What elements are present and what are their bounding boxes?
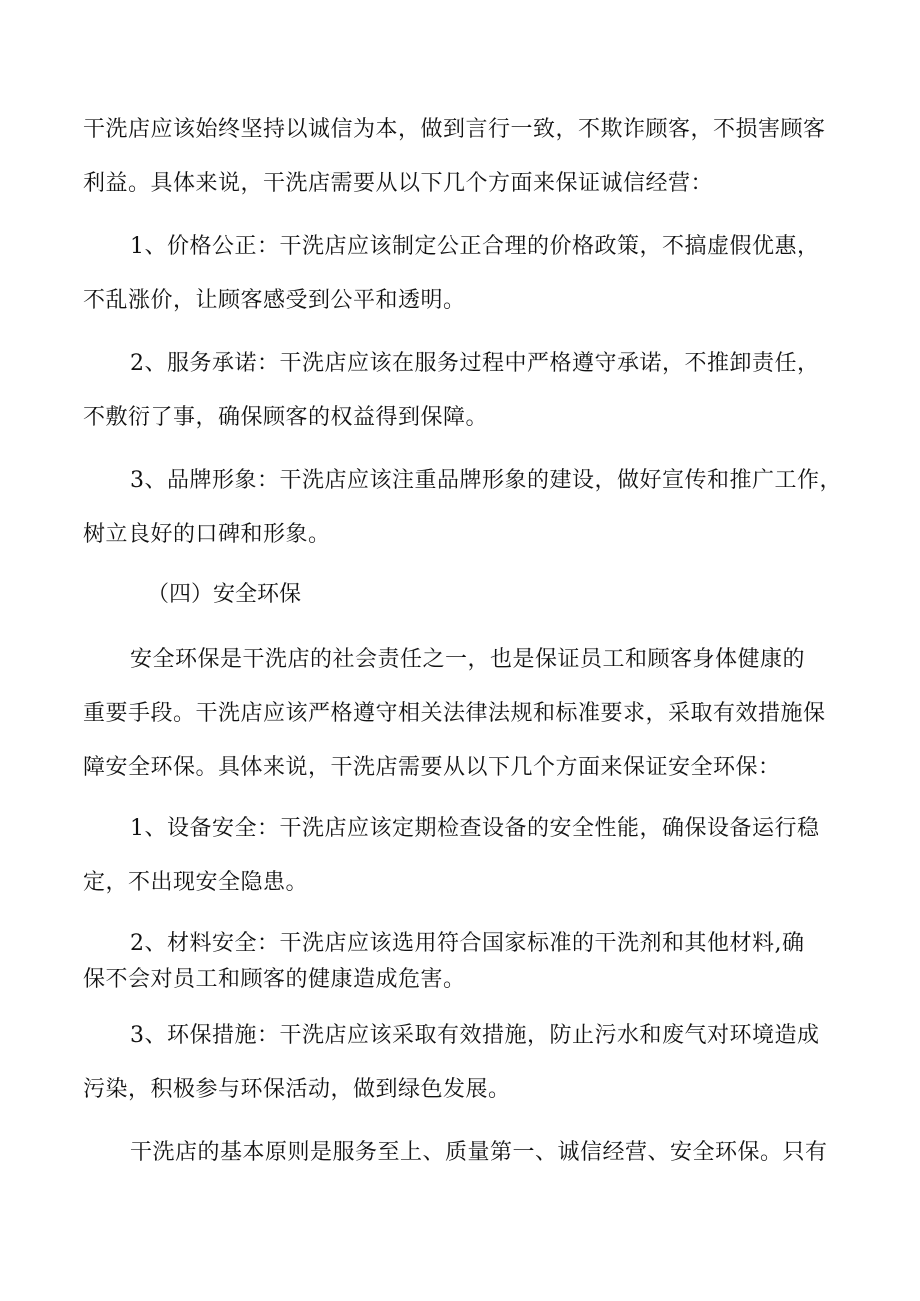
text-line: 3、环保措施：干洗店应该采取有效措施，防止污水和废气对环境造成 (130, 1023, 820, 1048)
text-line: 不乱涨价，让顾客感受到公平和透明。 (83, 288, 466, 313)
text-line: 2、服务承诺：干洗店应该在服务过程中严格遵守承诺，不推卸责任， (130, 351, 820, 376)
paragraph-material-safety (83, 926, 853, 998)
paragraph-basic-principles (83, 1126, 853, 1180)
text-line: 2、材料安全：干洗店应该选用符合国家标准的干洗剂和其他材料,确 (130, 931, 805, 956)
paragraph-equipment-safety (83, 802, 853, 910)
text-line: 干洗店应该始终坚持以诚信为本，做到言行一致，不欺诈顾客，不损害顾客 (83, 117, 826, 142)
text-line: 利益。具体来说，干洗店需要从以下几个方面来保证诚信经营： (83, 171, 714, 196)
paragraph-brand-image (83, 454, 853, 562)
paragraph-integrity-intro (83, 103, 853, 211)
text-line: 定，不出现安全隐患。 (83, 870, 309, 895)
text-line: 树立良好的口碑和形象。 (83, 522, 331, 547)
text-line: 干洗店的基本原则是服务至上、质量第一、诚信经营、安全环保。只有 (130, 1140, 828, 1165)
text-line: 障安全环保。具体来说，干洗店需要从以下几个方面来保证安全环保： (83, 755, 781, 780)
text-line: 1、价格公正：干洗店应该制定公正合理的价格政策，不搞虚假优惠， (130, 234, 820, 259)
paragraph-environmental-measures (83, 1009, 853, 1117)
paragraph-service-promise (83, 337, 853, 445)
paragraph-price-fairness (83, 220, 853, 328)
section-heading: （四）安全环保 (147, 582, 302, 607)
text-line: 重要手段。干洗店应该严格遵守相关法律法规和标准要求，采取有效措施保 (83, 701, 826, 726)
text-line: 不敷衍了事，确保顾客的权益得到保障。 (83, 405, 489, 430)
text-line: 保不会对员工和顾客的健康造成危害。 (83, 967, 466, 992)
paragraph-safety-intro (83, 633, 853, 795)
text-line: 3、品牌形象：干洗店应该注重品牌形象的建设，做好宣传和推广工作， (130, 468, 842, 493)
text-line: 污染，积极参与环保活动，做到绿色发展。 (83, 1077, 511, 1102)
text-line: 安全环保是干洗店的社会责任之一，也是保证员工和顾客身体健康的 (130, 647, 806, 672)
text-line: 1、设备安全：干洗店应该定期检查设备的安全性能，确保设备运行稳 (130, 816, 820, 841)
